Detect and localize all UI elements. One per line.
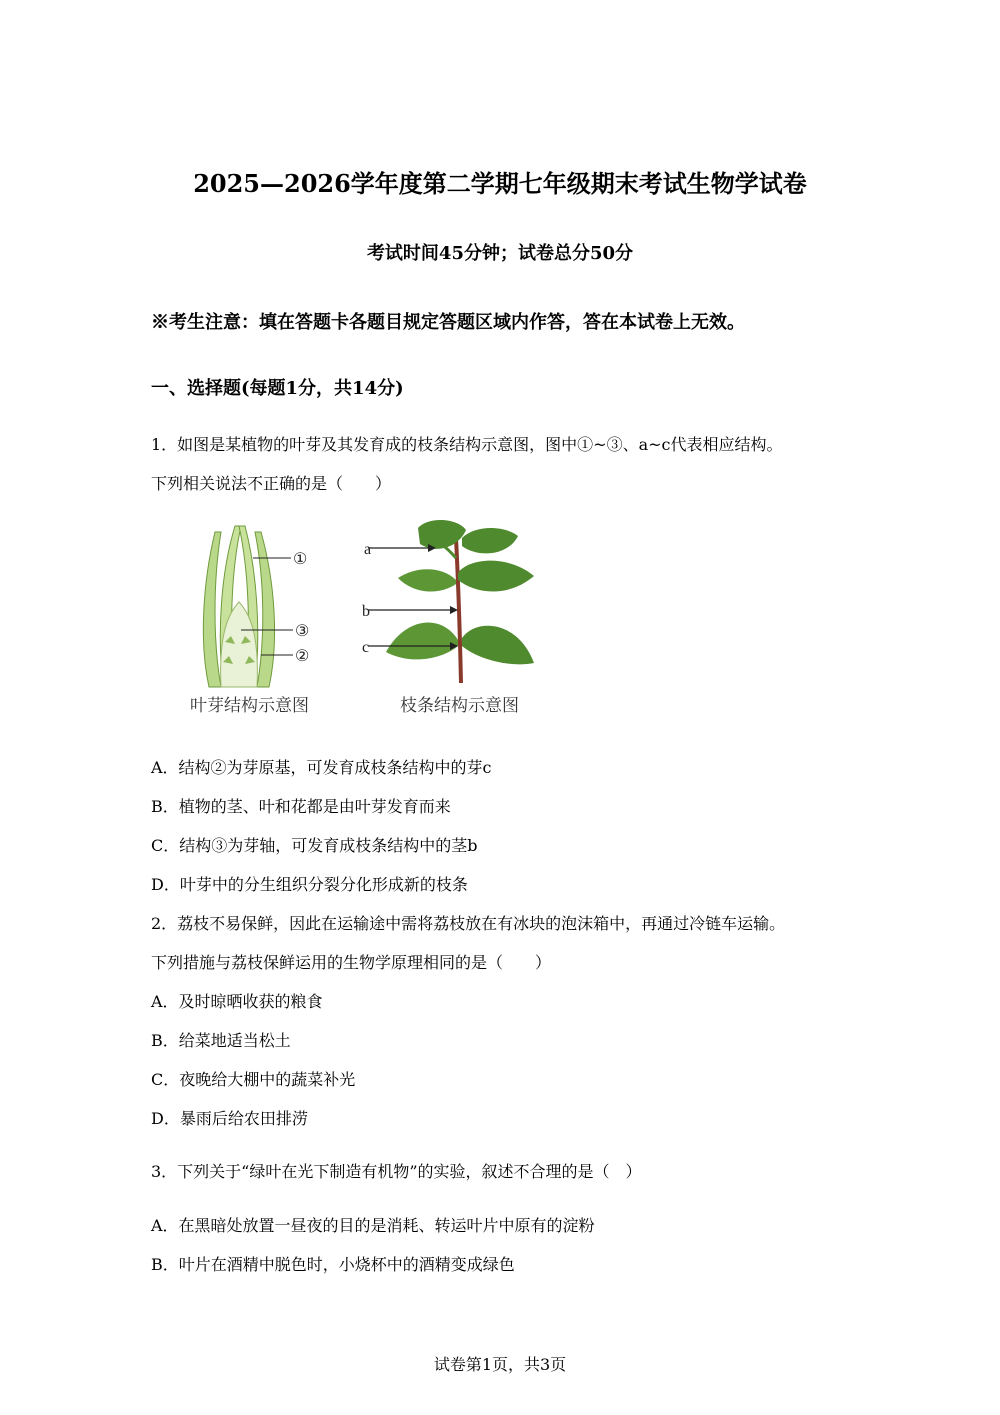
exam-notice: ※考生注意：填在答题卡各题目规定答题区域内作答，答在本试卷上无效。 (151, 312, 745, 333)
branch-label-a: a (364, 541, 372, 558)
page-footer: 试卷第1页，共3页 (433, 1355, 567, 1374)
q2-option-c: C．夜晚给大棚中的蔬菜补光 (151, 1070, 356, 1089)
page-title: 2025—2026学年度第二学期七年级期末考试生物学试卷 (193, 169, 807, 198)
q1-option-b: B．植物的茎、叶和花都是由叶芽发育而来 (151, 797, 451, 816)
question-1-stem: 1．如图是某植物的叶芽及其发育成的枝条结构示意图，图中①~③、a~c代表相应结构。 (151, 435, 783, 454)
branch-label-c: c (362, 639, 370, 656)
question-3-stem: 3．下列关于“绿叶在光下制造有机物”的实验，叙述不合理的是（ ） (151, 1162, 642, 1181)
leaf-bud-diagram (195, 522, 335, 692)
bud-label-1: ① (293, 551, 308, 568)
bud-label-2: ② (295, 648, 310, 665)
q1-option-a: A．结构②为芽原基，可发育成枝条结构中的芽c (151, 758, 492, 777)
question-1-prompt: 下列相关说法不正确的是（ ） (151, 474, 392, 493)
q3-option-b: B．叶片在酒精中脱色时，小烧杯中的酒精变成绿色 (151, 1255, 515, 1274)
bud-label-3: ③ (295, 623, 310, 640)
section-heading: 一、选择题(每题1分，共14分) (151, 378, 404, 399)
question-2-stem: 2．荔枝不易保鲜，因此在运输途中需将荔枝放在有冰块的泡沫箱中，再通过冷链车运输。 (151, 914, 786, 933)
q3-option-a: A．在黑暗处放置一昼夜的目的是消耗、转运叶片中原有的淀粉 (151, 1216, 595, 1235)
q2-option-d: D．暴雨后给农田排涝 (151, 1109, 308, 1128)
q2-option-a: A．及时晾晒收获的粮食 (151, 992, 323, 1011)
branch-label-b: b (362, 603, 370, 620)
q1-option-d: D．叶芽中的分生组织分裂分化形成新的枝条 (151, 875, 468, 894)
exam-info: 考试时间45分钟；试卷总分50分 (366, 243, 634, 264)
q2-option-b: B．给菜地适当松土 (151, 1031, 291, 1050)
bud-caption: 叶芽结构示意图 (190, 696, 309, 716)
branch-diagram (358, 518, 538, 683)
q1-option-c: C．结构③为芽轴，可发育成枝条结构中的茎b (151, 836, 478, 855)
question-2-prompt: 下列措施与荔枝保鲜运用的生物学原理相同的是（ ） (151, 953, 552, 972)
branch-caption: 枝条结构示意图 (400, 696, 519, 716)
